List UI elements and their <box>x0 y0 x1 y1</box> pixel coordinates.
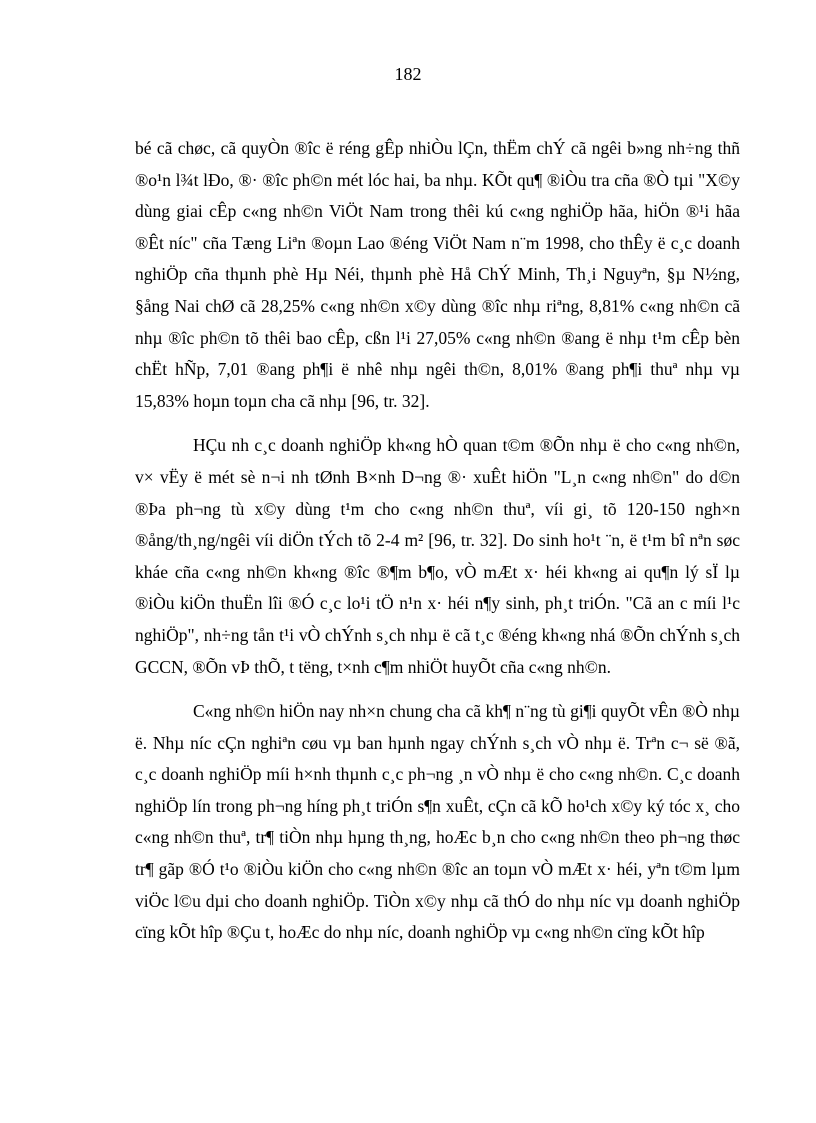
paragraph-housing-policy: C«ng nh©n hiÖn nay nh×n chung cha cã kh¶ n¨ng tù gi¶i quyÕt vÊn ®Ò nhµ ë. Nhµ níc cÇn nghiªn cøu vµ ban hµnh ngay chÝnh s¸ch vÒ nhµ ë. Trªn c¬ së ®ã, c¸c doanh nghiÖp míi h×nh thµnh c¸c ph¬ng ¸n vÒ nhµ ë cho c«ng nh©n. C¸c doanh nghiÖp lín trong ph¬ng híng ph¸t triÓn s¶n xuÊt, cÇn cã kÕ ho¹ch x©y ký tóc x¸ cho c«ng nh©n thuª, tr¶ tiÒn nhµ hµng th¸ng, hoÆc b¸n cho c«ng nh©n theo ph¬ng thøc tr¶ gãp ®Ó t¹o ®iÒu kiÖn cho c«ng nh©n ®îc an toµn vÒ mÆt x· héi, yªn t©m lµm viÖc l©u dµi cho doanh nghiÖp. TiÒn x©y nhµ cã thÓ do nhµ níc vµ doanh nghiÖp cïng kÕt hîp ®Çu t, hoÆc do nhµ níc, doanh nghiÖp vµ c«ng nh©n cïng kÕt hîp <box>135 701 740 943</box>
page-number: 182 <box>394 64 422 84</box>
paragraph-housing-survey: bé cã chøc, cã quyÒn ®îc ë réng gÊp nhiÒu lÇn, thËm chÝ cã ngêi b»ng nh÷ng thñ ®o¹n l¾t lÐo, ®· ®îc ph©n mét lóc hai, ba nhµ. KÕt qu¶ ®iÒu tra cña ®Ò tµi "X©y dùng giai cÊp c«ng nh©n ViÖt Nam trong thêi kú c«ng nghiÖp hãa, hiÖn ®¹i hãa ®Êt níc" cña Tæng Liªn ®oµn Lao ®éng ViÖt Nam n¨m 1998, cho thÊy ë c¸c doanh nghiÖp cña thµnh phè Hµ Néi, thµnh phè Hå ChÝ Minh, Th¸i Nguyªn, §µ N½ng, §ång Nai chØ cã 28,25% c«ng nh©n x©y dùng ®îc nhµ riªng, 8,81% c«ng nh©n cã nhµ ®îc ph©n tõ thêi bao cÊp, cßn l¹i 27,05% c«ng nh©n ®ang ë nhµ t¹m cÊp bèn chËt hÑp, 7,01 ®ang ph¶i ë nhê nhµ ngêi th©n, 8,01% ®ang ph¶i thuª nhµ vµ 15,83% hoµn toµn cha cã nhµ [96, tr. 32]. <box>135 138 740 411</box>
body-text <box>135 133 740 949</box>
paragraph-worker-shacks: HÇu nh c¸c doanh nghiÖp kh«ng hÒ quan t©m ®Õn nhµ ë cho c«ng nh©n, v× vËy ë mét sè n¬i nh tØnh B×nh D¬ng ®· xuÊt hiÖn "L¸n c«ng nh©n" do d©n ®Þa ph¬ng tù x©y dùng t¹m cho c«ng nh©n thuª, víi gi¸ tõ 120-150 ngh×n ®ång/th¸ng/ngêi víi diÖn tÝch tõ 2-4 m² [96, tr. 32]. Do sinh ho¹t ¨n, ë t¹m bî nªn søc kháe cña c«ng nh©n kh«ng ®îc ®¶m b¶o, vÒ mÆt x· héi kh«ng ai qu¶n lý sÏ lµ ®iÒu kiÖn thuËn lîi ®Ó c¸c lo¹i tÖ n¹n x· héi n¶y sinh, ph¸t triÓn. "Cã an c míi l¹c nghiÖp", nh÷ng tån t¹i vÒ chÝnh s¸ch nhµ ë cã t¸c ®éng kh«ng nhá ®Õn chÝnh s¸ch GCCN, ®Õn vÞ thÕ, t tëng, t×nh c¶m nhiÖt huyÕt cña c«ng nh©n. <box>135 435 740 677</box>
